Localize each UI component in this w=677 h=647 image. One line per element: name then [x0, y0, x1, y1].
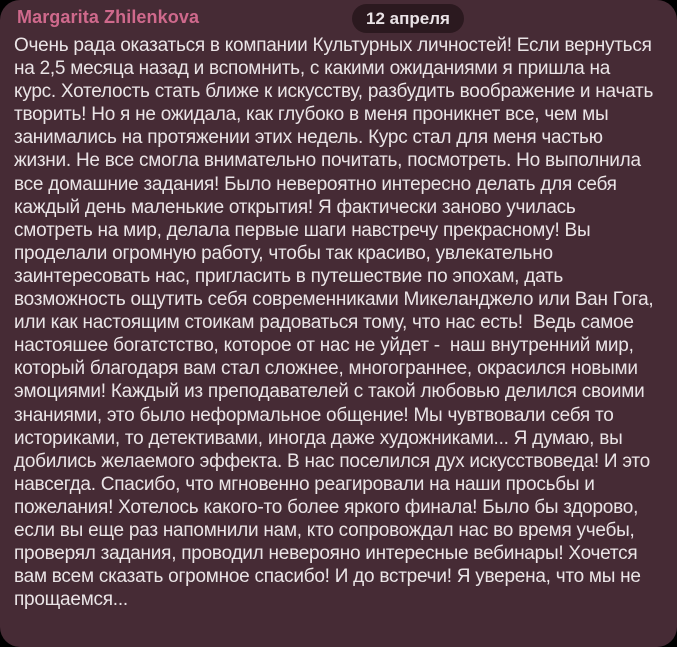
message-header	[14, 0, 663, 34]
date-badge[interactable]: 12 апреля	[352, 4, 464, 33]
sender-name[interactable]: Margarita Zhilenkova	[17, 7, 200, 27]
message-text: Очень рада оказаться в компании Культурных личностей! Если вернуться на 2,5 месяца назад и вспомнить, с какими ожиданиями я пришла на курс. Хотелость стать ближе к искусству, разбудить воображение и начать творить! Но я не ожидала, как глубоко в меня проникнет все, чем мы занимались на протяжении этих недель. Курс стал для меня частью жизни. Не все смогла внимательно почитать, посмотреть. Но выполнила все домашние задания! Было невероятно интересно делать для себя каждый день маленькие открытия! Я фактически заново училась смотреть на мир, делала первые шаги навстречу прекрасному! Вы проделали огромную работу, чтобы так красиво, увлекательно заинтересовать нас, пригласить в путешествие по эпохам, дать возможность ощутить себя современниками Микеланджело или Ван Гога, или как настоящим стоикам радоваться тому, что нас есть! Ведь самое настояшее богатстство, которое от нас не уйдет - наш внутренний мир, который благодаря вам стал сложнее, многограннее, окрасился новыми эмоциями! Каждый из преподавателей с такой любовью делился своими знаниями, это было неформальное общение! Мы чувтвовали себя то историками, то детективами, иногда даже художниками... Я думаю, вы добились желаемого эффекта. В нас поселился дух искусствоведа! И это навсегда. Спасибо, что мгновенно реагировали на наши просьбы и пожелания! Хотелось какого-то более яркого финала! Было бы здорово, если вы еще раз напомнили нам, кто сопровождал нас во время учебы, проверял задания, проводил неверояно интересные вебинары! Хочется вам всем сказать огромное спасибо! И до встречи! Я уверена, что мы не прощаемся...	[14, 35, 662, 611]
